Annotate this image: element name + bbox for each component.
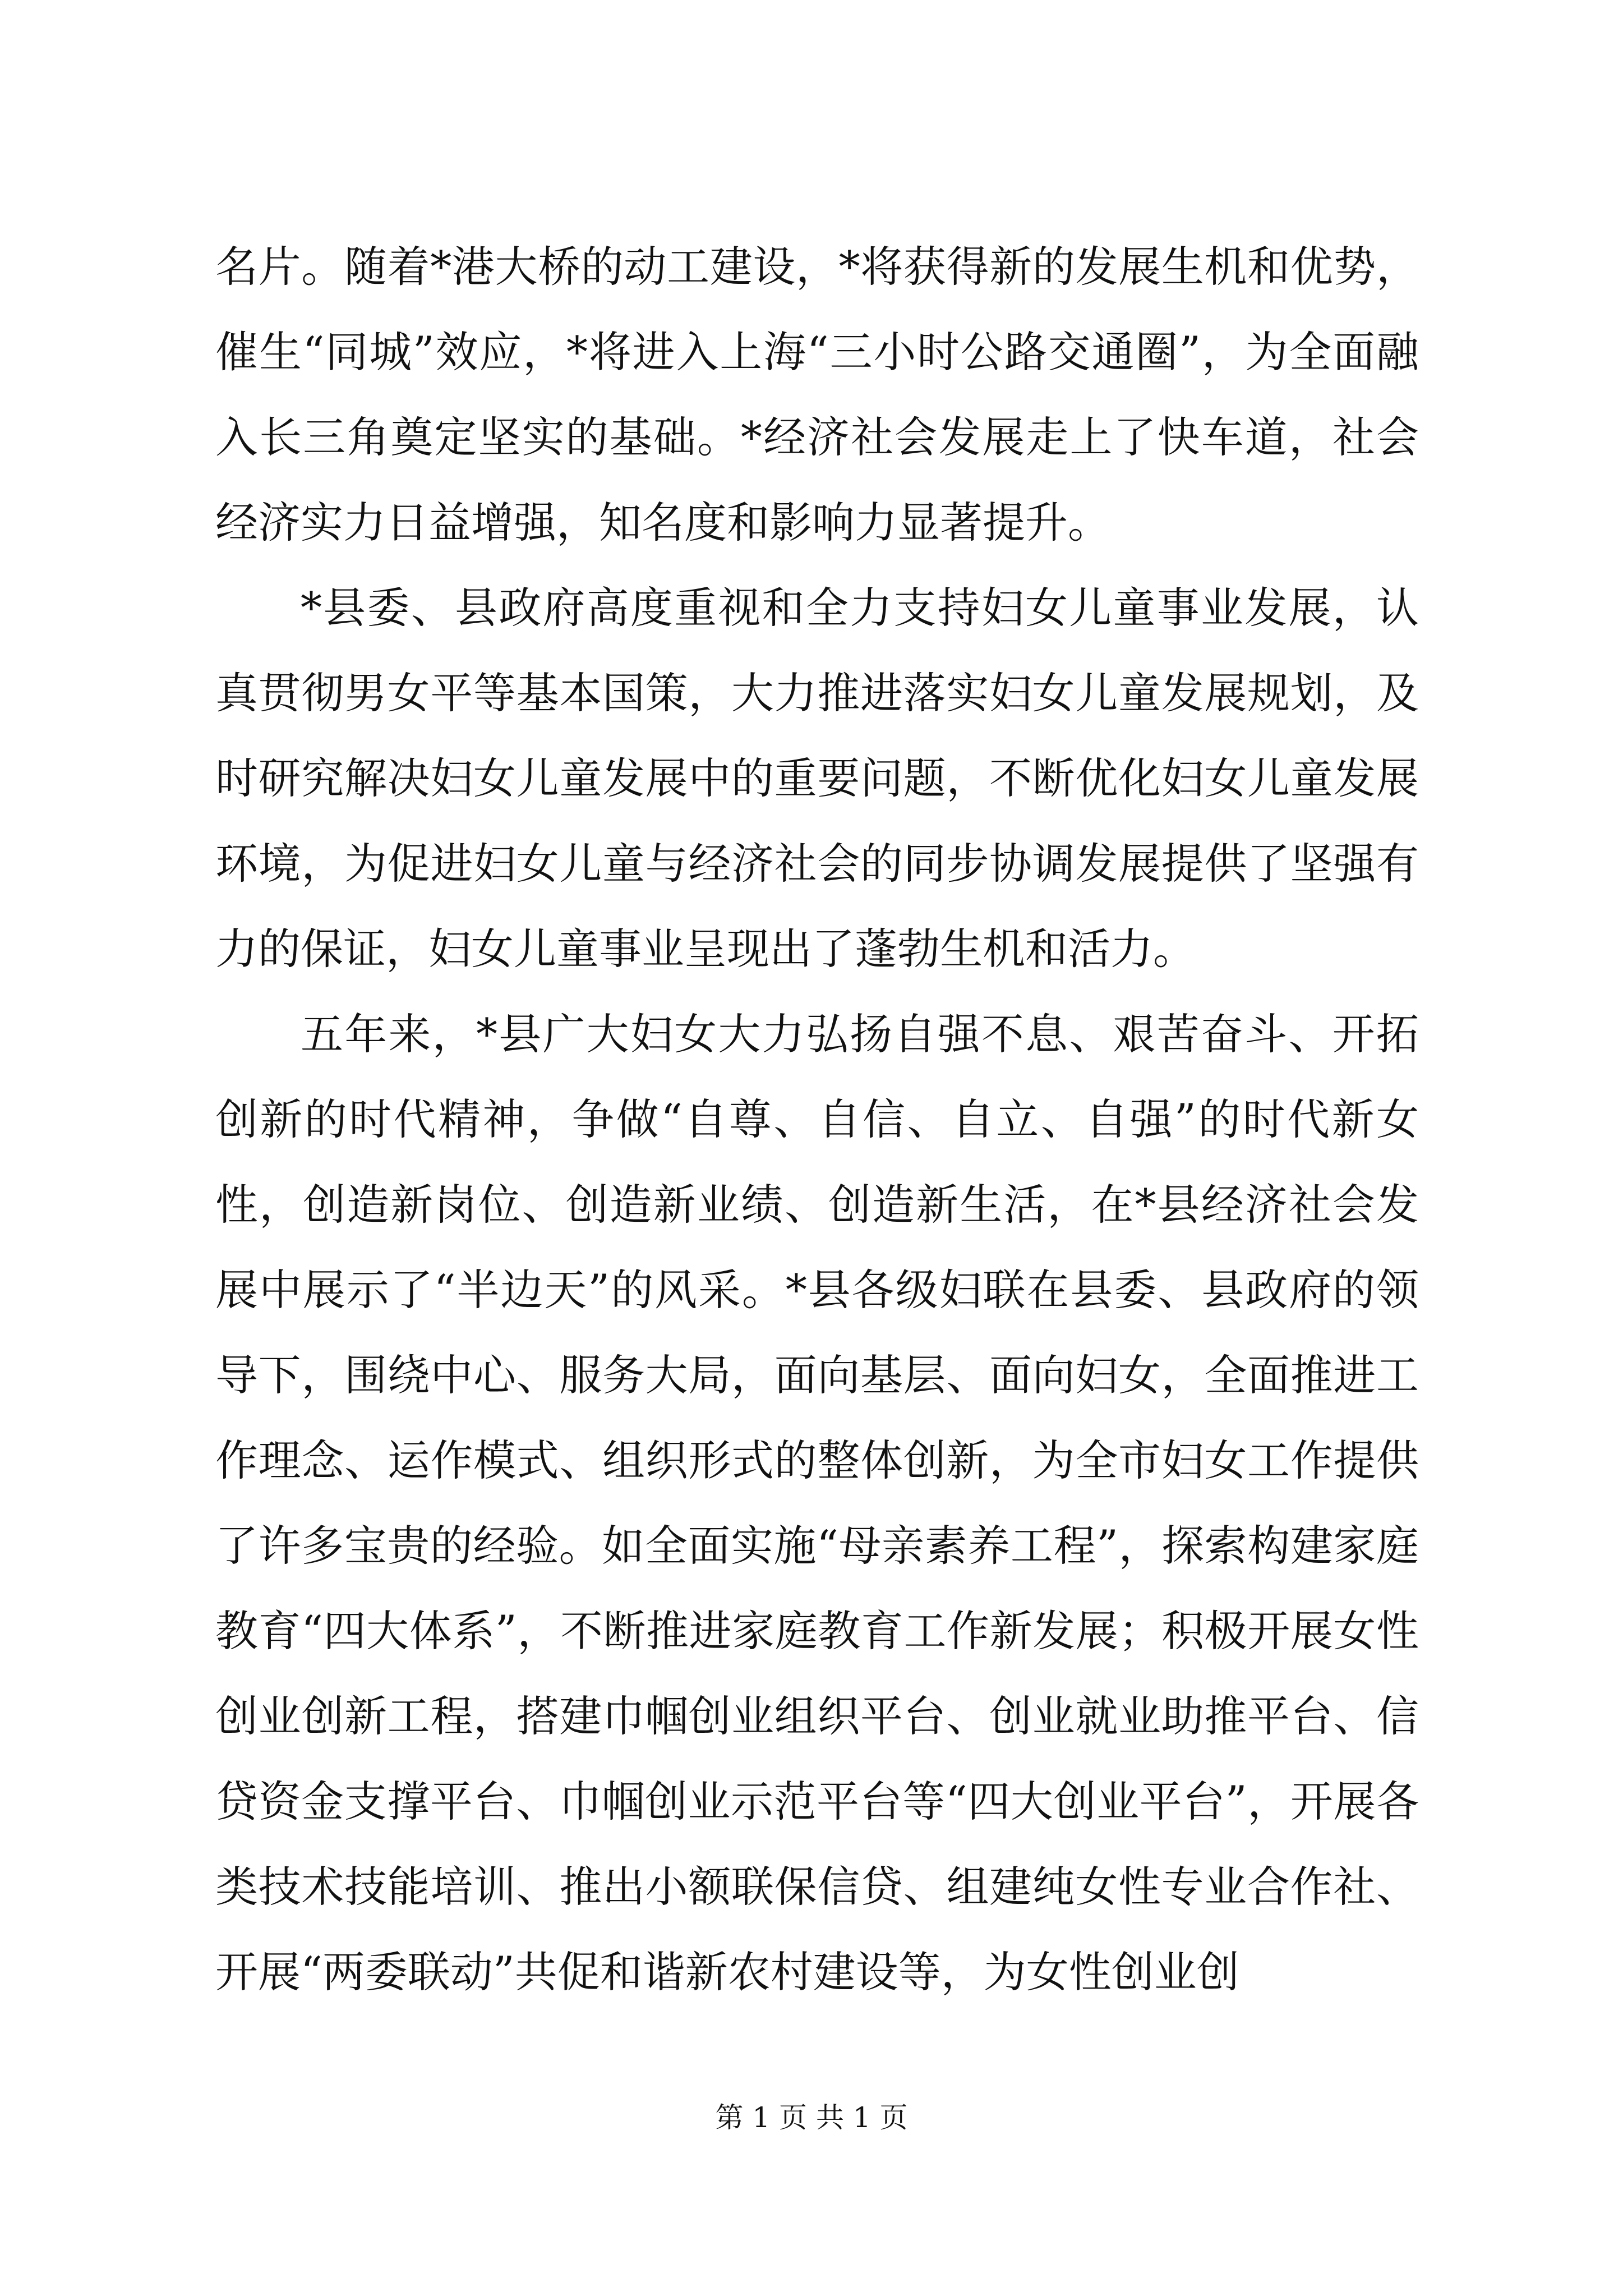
paragraph-2: *县委、县政府高度重视和全力支持妇女儿童事业发展，认真贯彻男女平等基本国策，大力推进落实妇女儿童发展规划，及时研究解决妇女儿童发展中的重要问题，不断优化妇女儿童发展环境，为促进妇女儿童与经济社会的同步协调发展提供了坚强有力的保证，妇女儿童事业呈现出了蓬勃生机和活力。 <box>215 583 1419 974</box>
paragraph-3: 五年来，*县广大妇女大力弘扬自强不息、艰苦奋斗、开拓创新的时代精神，争做“自尊、自信、自立、自强”的时代新女性，创造新岗位、创造新业绩、创造新生活，在*县经济社会发展中展示了“半边天”的风采。*县各级妇联在县委、县政府的领导下，围绕中心、服务大局，面向基层、面向妇女，全面推进工作理念、运作模式、组织形式的整体创新，为全市妇女工作提供了许多宝贵的经验。如全面实施“母亲素养工程”，探索构建家庭教育“四大体系”，不断推进家庭教育工作新发展；积极开展女性创业创新工程，搭建巾帼创业组织平台、创业就业助推平台、信贷资金支撑平台、巾帼创业示范平台等“四大创业平台”，开展各类技术技能培训、推出小额联保信贷、组建纯女性专业合作社、开展“两委联动”共促和谐新农村建设等，为女性创业创 <box>215 1009 1419 1997</box>
paragraph-1: 名片。随着*港大桥的动工建设，*将获得新的发展生机和优势，催生“同城”效应，*将进入上海“三小时公路交通圈”，为全面融入长三角奠定坚实的基础。*经济社会发展走上了快车道，社会经济实力日益增强，知名度和影响力显著提升。 <box>215 242 1419 547</box>
page-footer: 第 1 页 共 1 页 <box>715 2101 908 2134</box>
document-body <box>215 224 1419 2015</box>
